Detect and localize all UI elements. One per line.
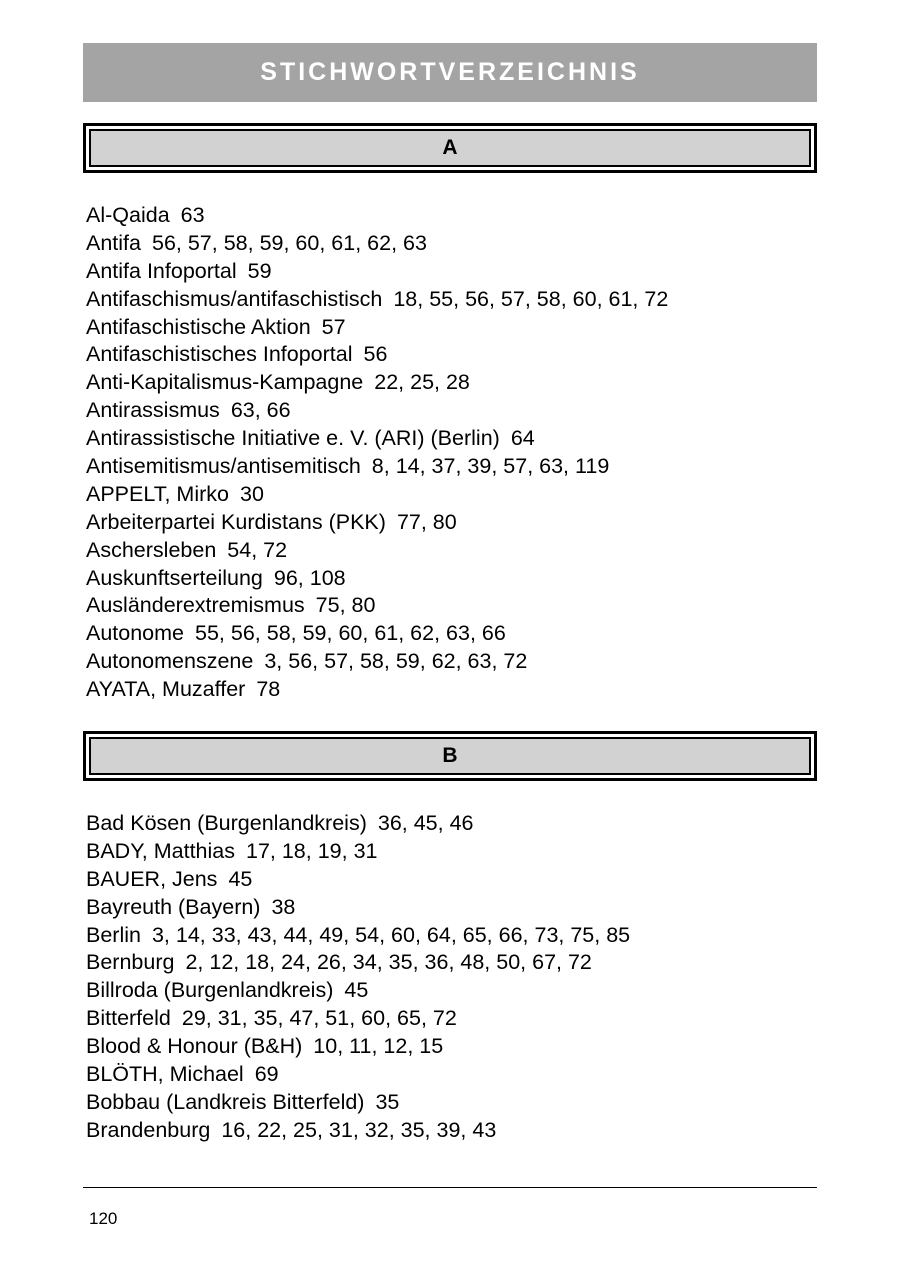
index-entry	[86, 369, 668, 397]
section-letter: B	[89, 737, 811, 775]
index-page-refs: 56, 57, 58, 59, 60, 61, 62, 63	[151, 230, 427, 255]
index-entry	[86, 866, 630, 894]
index-term: Antifaschistische Aktion	[86, 314, 311, 339]
index-entry	[86, 341, 668, 369]
index-entry	[86, 1033, 630, 1061]
index-page-refs: 16, 22, 25, 31, 32, 35, 39, 43	[221, 1117, 497, 1142]
index-term: Antirassistische Initiative e. V. (ARI) (Berlin)	[86, 426, 500, 451]
index-term: Bobbau (Landkreis Bitterfeld)	[86, 1089, 365, 1114]
index-entry	[86, 922, 630, 950]
index-term: Brandenburg	[86, 1117, 211, 1142]
index-entry	[86, 977, 630, 1005]
index-page-refs: 56	[363, 342, 388, 367]
index-header-bar	[83, 43, 817, 102]
index-page-refs: 96, 108	[273, 565, 346, 590]
index-entry	[86, 1117, 630, 1145]
index-term: BLÖTH, Michael	[86, 1062, 244, 1087]
index-term: Blood & Honour (B&H)	[86, 1034, 303, 1059]
index-term: Bernburg	[86, 950, 175, 975]
index-entry	[86, 1089, 630, 1117]
index-page-refs: 45	[344, 978, 369, 1003]
index-term: APPELT, Mirko	[86, 481, 229, 506]
index-entry	[86, 509, 668, 537]
index-entry	[86, 838, 630, 866]
index-entry	[86, 894, 630, 922]
index-entry	[86, 592, 668, 620]
index-page-refs: 64	[510, 426, 535, 451]
index-term: Auskunftserteilung	[86, 565, 263, 590]
index-entry	[86, 620, 668, 648]
index-entry	[86, 949, 630, 977]
index-term: Antifaschismus/antifaschistisch	[86, 286, 383, 311]
index-term: Antifa Infoportal	[86, 258, 237, 283]
index-term: Ausländerextremismus	[86, 593, 305, 618]
index-entry	[86, 202, 668, 230]
index-page-refs: 29, 31, 35, 47, 51, 60, 65, 72	[181, 1006, 457, 1031]
index-page-refs: 36, 45, 46	[377, 811, 474, 835]
page-number: 120	[89, 1209, 118, 1228]
index-entry	[86, 1005, 630, 1033]
index-page-refs: 78	[256, 677, 281, 702]
index-term: Bayreuth (Bayern)	[86, 894, 261, 919]
index-term: Autonomenszene	[86, 649, 254, 674]
index-entries-b	[86, 810, 630, 1145]
index-term: Arbeiterpartei Kurdistans (PKK)	[86, 509, 386, 534]
index-entry	[86, 397, 668, 425]
index-page-refs: 54, 72	[227, 537, 288, 562]
page-title: STICHWORTVERZEICHNIS	[260, 58, 640, 86]
index-term: Antifaschistisches Infoportal	[86, 342, 353, 367]
index-entry	[86, 676, 668, 704]
index-page-refs: 8, 14, 37, 39, 57, 63, 119	[371, 454, 610, 479]
section-heading-b	[83, 731, 817, 781]
section-heading-a	[83, 123, 817, 173]
index-entries-a	[86, 202, 668, 704]
index-term: Aschersleben	[86, 537, 217, 562]
index-page-refs: 18, 55, 56, 57, 58, 60, 61, 72	[393, 286, 669, 311]
index-entry	[86, 425, 668, 453]
index-page-refs: 69	[254, 1062, 279, 1087]
index-page-refs: 75, 80	[315, 593, 376, 618]
index-page-refs: 63	[180, 203, 205, 227]
index-term: Bad Kösen (Burgenlandkreis)	[86, 811, 367, 835]
index-page-refs: 10, 11, 12, 15	[313, 1034, 444, 1059]
index-page-refs: 3, 56, 57, 58, 59, 62, 63, 72	[264, 649, 528, 674]
index-page-refs: 35	[375, 1089, 400, 1114]
index-term: Billroda (Burgenlandkreis)	[86, 978, 334, 1003]
index-entry	[86, 258, 668, 286]
index-entry	[86, 1061, 630, 1089]
index-term: BAUER, Jens	[86, 866, 218, 891]
index-term: Berlin	[86, 922, 141, 947]
index-page-refs: 38	[271, 894, 296, 919]
index-entry	[86, 648, 668, 676]
index-entry	[86, 810, 630, 838]
index-page-refs: 3, 14, 33, 43, 44, 49, 54, 60, 64, 65, 66, 73, 75, 85	[151, 922, 631, 947]
index-page-refs: 45	[228, 866, 253, 891]
index-entry	[86, 230, 668, 258]
index-term: Al-Qaida	[86, 203, 170, 227]
index-term: Bitterfeld	[86, 1006, 171, 1031]
index-term: Antifa	[86, 230, 141, 255]
index-term: Antisemitismus/antisemitisch	[86, 454, 361, 479]
index-page-refs: 57	[321, 314, 346, 339]
index-term: Anti-Kapitalismus-Kampagne	[86, 370, 364, 395]
index-page-refs: 59	[247, 258, 272, 283]
index-term: BADY, Matthias	[86, 838, 235, 863]
index-entry	[86, 286, 668, 314]
footer-divider	[83, 1187, 817, 1188]
index-entry	[86, 453, 668, 481]
index-page-refs: 30	[239, 481, 264, 506]
index-page-refs: 17, 18, 19, 31	[245, 838, 378, 863]
index-page-refs: 63, 66	[230, 398, 291, 423]
index-page-refs: 2, 12, 18, 24, 26, 34, 35, 36, 48, 50, 67, 72	[185, 950, 592, 975]
index-entry	[86, 481, 668, 509]
index-term: AYATA, Muzaffer	[86, 677, 246, 702]
index-term: Antirassismus	[86, 398, 220, 423]
index-page-refs: 77, 80	[396, 509, 457, 534]
index-entry	[86, 314, 668, 342]
index-page-refs: 22, 25, 28	[374, 370, 470, 395]
index-entry	[86, 537, 668, 565]
index-entry	[86, 565, 668, 593]
index-term: Autonome	[86, 621, 185, 646]
index-page-refs: 55, 56, 58, 59, 60, 61, 62, 63, 66	[195, 621, 506, 646]
section-letter: A	[89, 129, 811, 167]
